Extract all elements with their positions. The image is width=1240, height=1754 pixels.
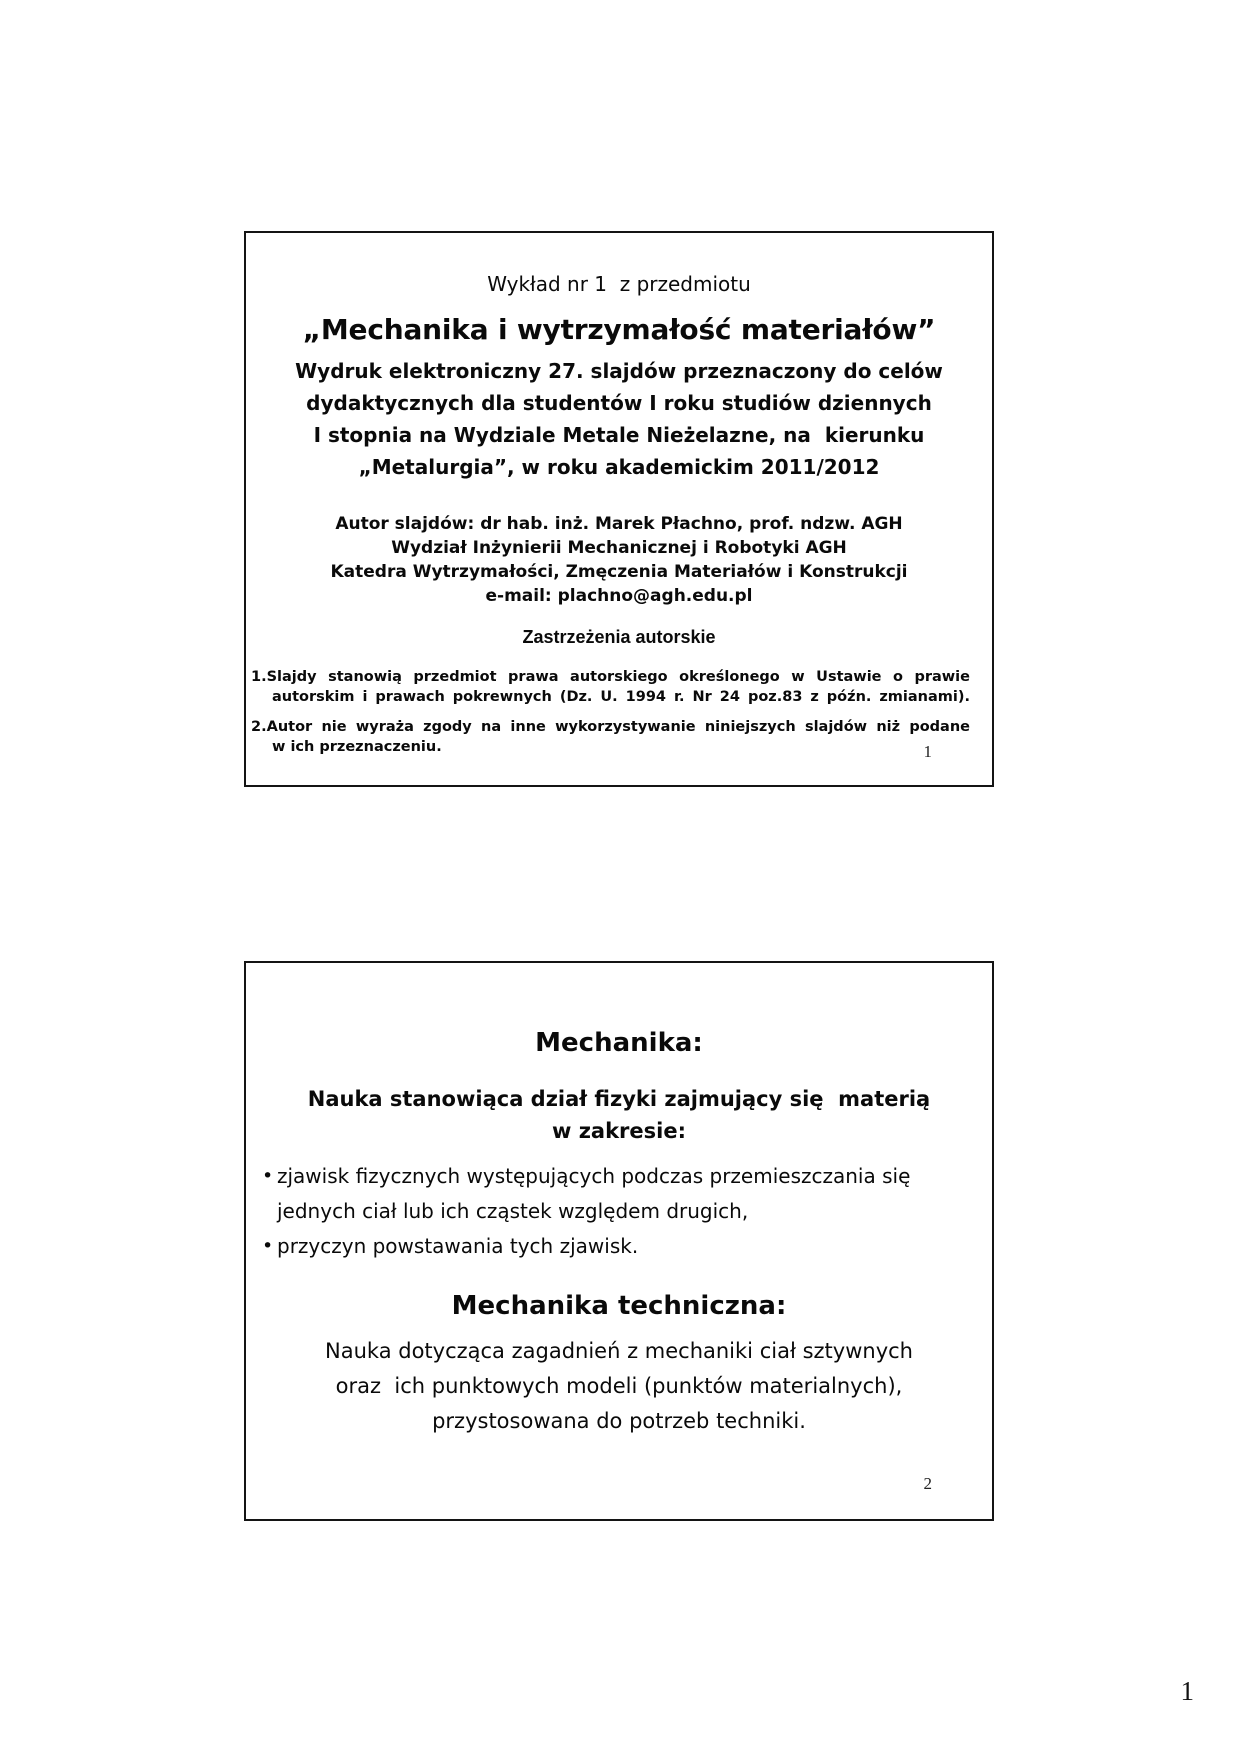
tail-line-3: przystosowana do potrzeb techniki. (432, 1409, 806, 1433)
author-line-3: Katedra Wytrzymałości, Zmęczenia Materiałów i Konstrukcji (330, 562, 908, 582)
subtitle-line-2: w zakresie: (551, 1119, 686, 1143)
copyright-note-1 (251, 667, 970, 707)
sheet-page-number: 1 (1180, 1676, 1194, 1706)
mechanics-subtitle (246, 1083, 992, 1147)
copyright-heading: Zastrzeżenia autorskie (522, 627, 716, 647)
note-1-line-1: 1.Slajdy stanowią przedmiot prawa autorskiego określonego w Ustawie o prawie (251, 669, 970, 685)
slide-1-intro (246, 355, 992, 483)
intro-line-2: dydaktycznych dla studentów I roku studiów dziennych (306, 391, 932, 415)
author-email: e-mail: plachno@agh.edu.pl (485, 586, 753, 606)
slide-2-number: 2 (923, 1474, 932, 1493)
slide-1-authors (246, 512, 992, 608)
intro-line-4: „Metalurgia”, w roku akademickim 2011/2012 (358, 455, 880, 479)
slide-2 (244, 961, 994, 1521)
bullet-item-2 (262, 1229, 980, 1264)
copyright-note-2 (251, 717, 970, 757)
bullet-1-line-1: • zjawisk fizycznych występujących podczas przemieszczania się (277, 1164, 911, 1188)
technical-mechanics-definition (246, 1334, 992, 1439)
note-2-line-2: w ich przeznaczeniu. (272, 739, 442, 755)
mechanics-heading: Mechanika: (535, 1028, 703, 1058)
slide-1-kicker: Wykład nr 1 z przedmiotu (487, 272, 751, 296)
bullet-1-line-2: jednych ciał lub ich cząstek względem drugich, (277, 1199, 749, 1223)
tail-line-1: Nauka dotycząca zagadnień z mechaniki ciał sztywnych (325, 1339, 913, 1363)
note-2-line-1: 2.Autor nie wyraża zgody na inne wykorzystywanie niniejszych slajdów niż podane (251, 719, 970, 735)
bullet-item-1 (262, 1159, 980, 1229)
bullet-2-line-1: • przyczyn powstawania tych zjawisk. (277, 1234, 639, 1258)
tail-line-2: oraz ich punktowych modeli (punktów materialnych), (335, 1374, 903, 1398)
author-line-1: Autor slajdów: dr hab. inż. Marek Płachno, prof. ndzw. AGH (335, 514, 903, 534)
intro-line-1: Wydruk elektroniczny 27. slajdów przeznaczony do celów (295, 359, 943, 383)
mechanics-bullet-list (262, 1159, 980, 1264)
subtitle-line-1: Nauka stanowiąca dział fizyki zajmujący się materią (307, 1087, 931, 1111)
author-line-2: Wydział Inżynierii Mechanicznej i Robotyki AGH (391, 538, 847, 558)
technical-mechanics-heading: Mechanika techniczna: (451, 1291, 787, 1321)
slide-1-title: „Mechanika i wytrzymałość materiałów” (302, 313, 936, 346)
slide-1-number: 1 (923, 742, 932, 761)
note-1-line-2: autorskim i prawach pokrewnych (Dz. U. 1994 r. Nr 24 poz.83 z późn. zmianami). (272, 689, 970, 705)
slide-1 (244, 231, 994, 787)
intro-line-3: I stopnia na Wydziale Metale Nieżelazne, na kierunku (313, 423, 925, 447)
